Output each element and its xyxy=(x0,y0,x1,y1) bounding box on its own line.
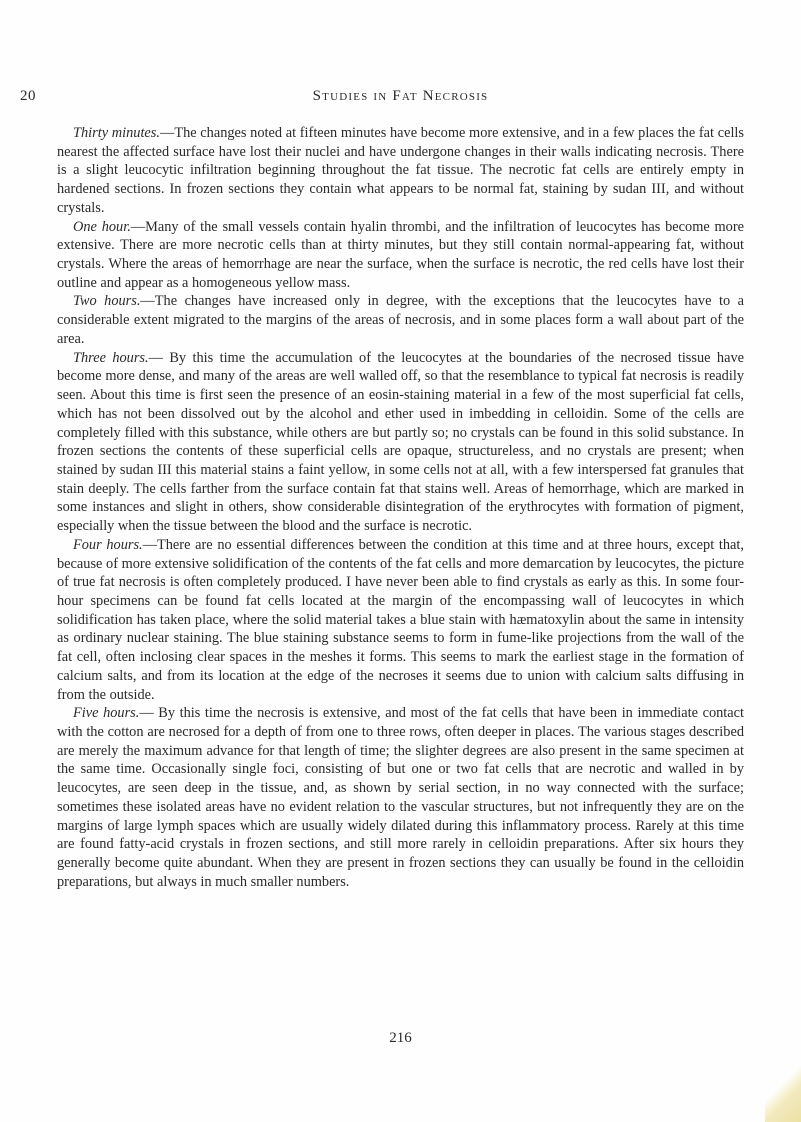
paragraph-three-hours xyxy=(57,349,744,536)
paragraph-text: —Many of the small vessels contain hyalin thrombi, and the infiltration of leucocytes has become more extensive. There are more necrotic cells than at thirty minutes, but they still contain normal-appearing fat, without crystals. Where the areas of hemorrhage are near the surface, when the surface is necrotic, the red cells have lost their outline and appear as a homogeneous yellow mass. xyxy=(57,218,744,291)
paragraph-five-hours xyxy=(57,704,744,891)
paper-stain xyxy=(765,1062,801,1122)
paragraph-lead: Three hours. xyxy=(73,349,149,366)
paragraph-lead: Four hours. xyxy=(73,536,143,553)
paragraph-lead: Five hours. xyxy=(73,705,140,722)
paragraph-text: —The changes have increased only in degree, with the exceptions that the leucocytes have to a considerable extent migrated to the margins of the areas of necrosis, and in some places form a wall about part of the area. xyxy=(57,293,744,347)
paragraph-text: —There are no essential differences between the condition at this time and at three hours, except that, because of more extensive solidification of the contents of the fat cells and more demarcation by leucocytes, the picture of true fat necrosis is often completely produced. I have never been able to find crystals as early as this. In some four-hour specimens can be found fat cells located at the margin of the encompassing wall of leucocytes in which solidification has taken place, where the solid material takes a blue stain with hæmatoxylin about the same in intensity as ordinary nuclear staining. The blue staining substance seems to form in fume-like projections from the wall of the fat cell, often inclosing clear spaces in the meshes it forms. This seems to mark the earliest stage in the formation of calcium salts, and from its location at the edge of the necroses it seems due to union with calcium salts diffusing in from the outside. xyxy=(57,536,744,703)
paragraph-thirty-minutes xyxy=(57,124,744,218)
paragraph-text: —The changes noted at fifteen minutes have become more extensive, and in a few places the fat cells nearest the affected surface have lost their nuclei and have undergone changes in their walls indicating necrosis. There is a slight leucocytic infiltration beginning throughout the fat tissue. The necrotic fat cells are entirely empty in hardened sections. In frozen sections they contain what appears to be normal fat, staining by sudan III, and without crystals. xyxy=(57,125,744,216)
paragraph-one-hour xyxy=(57,218,744,293)
page-number: 20 xyxy=(20,88,36,104)
paragraph-four-hours xyxy=(57,536,744,704)
paragraph-lead: One hour. xyxy=(73,218,131,235)
paragraph-text: — By this time the necrosis is extensive, and most of the fat cells that have been in immediate contact with the cotton are necrosed for a depth of from one to three rows, often deeper in places. The various stages described are merely the maximum advance for that length of time; the slighter degrees are also present in the same specimen at the same time. Occasionally single foci, consisting of but one or two fat cells that are necrotic and walled in by leucocytes, are seen deep in the tissue, and, as shown by serial section, in no way connected with the surface; sometimes these isolated areas have no evident relation to the vascular structures, but not infrequently they are on the margins of large lymph spaces which are usually widely dilated during this inflammatory process. Rarely at this time are found fatty-acid crystals in frozen sections, and still more rarely in celloidin preparations. After six hours they generally become quite abundant. When they are present in frozen sections they can usually be found in the celloidin preparations, but always in much smaller numbers. xyxy=(57,705,744,890)
paragraph-two-hours xyxy=(57,292,744,348)
folio-number: 216 xyxy=(389,1030,412,1046)
running-head: Studies in Fat Necrosis xyxy=(312,88,489,104)
body-text xyxy=(57,124,744,891)
paragraph-text: — By this time the accumulation of the leucocytes at the boundaries of the necrosed tissue have become more dense, and many of the areas are well walled off, so that the resemblance to typical fat necrosis is readily seen. About this time is first seen the presence of an eosin-staining material in a few of the most superficial fat cells, which has not been dissolved out by the alcohol and ether used in imbedding in celloidin. Some of the cells are completely filled with this substance, while others are but partly so; no crystals can be found in this solid substance. In frozen sections the contents of these superficial cells are opaque, structureless, and no crystals are present; when stained by sudan III this material stains a faint yellow, in some cells not at all, with a few interspersed fat granules that stain deeply. The cells farther from the surface contain fat that stains well. Areas of hemorrhage, which are marked in some instances and slight in others, show considerable disintegration of the erythrocytes with formation of pigment, especially when the tissue between the blood and the surface is necrotic. xyxy=(57,349,744,535)
paragraph-lead: Thirty minutes. xyxy=(73,125,160,141)
paragraph-lead: Two hours. xyxy=(73,293,141,310)
